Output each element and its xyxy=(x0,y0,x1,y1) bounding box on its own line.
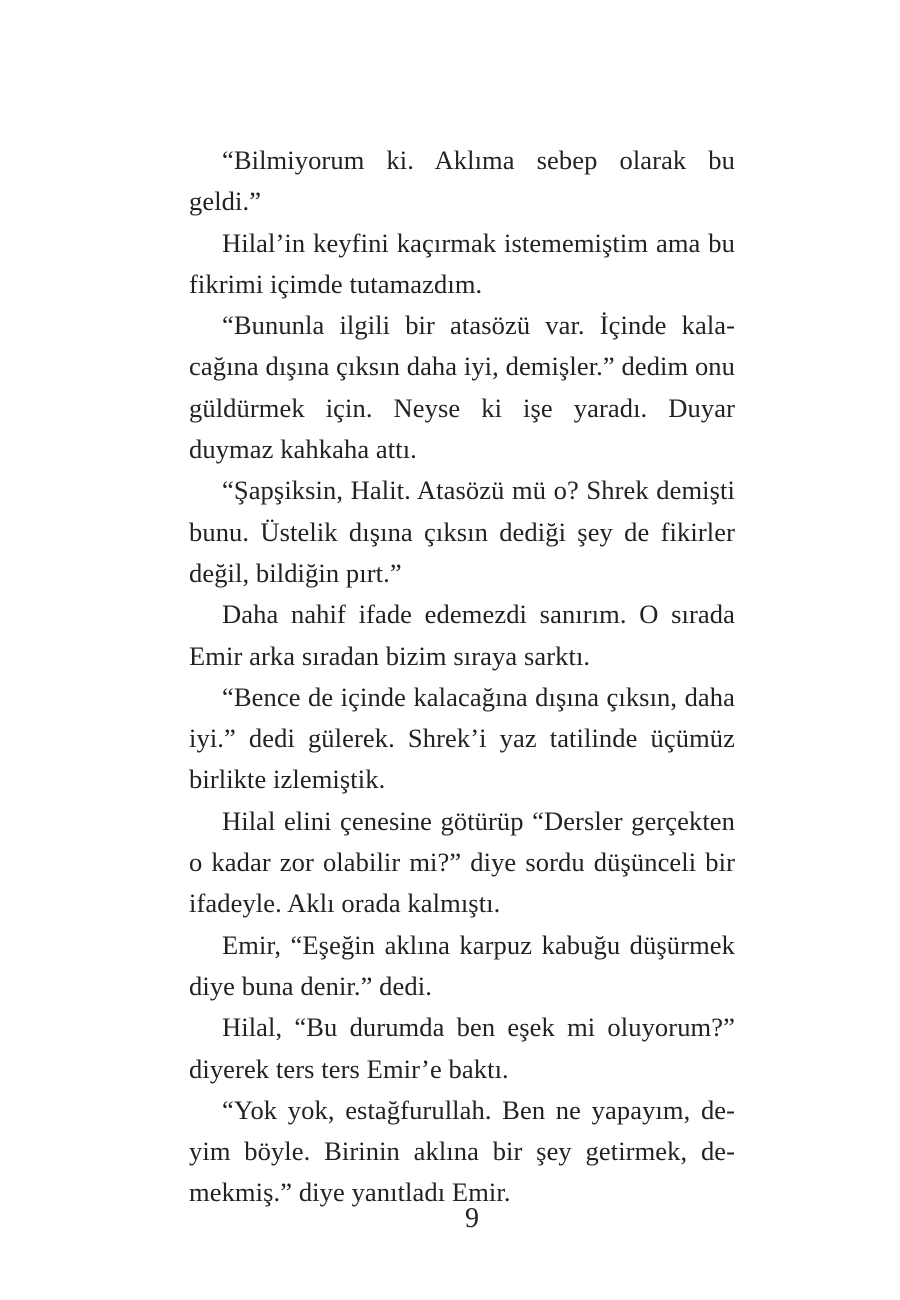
paragraph: “Yok yok, estağfurullah. Ben ne yapayım, deyim böyle. Birinin aklına bir şey getirmek, demekmiş.” diye yanıtladı Emir. xyxy=(189,1094,735,1208)
paragraph: Emir, “Eşeğin aklına karpuz kabuğu düşürmek diye buna denir.” dedi. xyxy=(189,929,735,1001)
paragraph: “Bununla ilgili bir atasözü var. İçinde kalacağına dışına çıksın daha iyi, demişler.” dedim onu güldürmek için. Neyse ki işe yaradı. Duyar duymaz kahkaha attı. xyxy=(189,310,736,465)
paragraph: “Bence de içinde kalacağına dışına çıksın, daha iyi.” dedi gülerek. Shrek’i yaz tatilinde üçümüz birlikte izlemiştik. xyxy=(189,681,735,795)
paragraph: “Şapşiksin, Halit. Atasözü mü o? Shrek demişti bunu. Üstelik dışına çıksın dediği şey de fikirler değil, bildiğin pırt.” xyxy=(189,475,735,588)
paragraph: Hilal’in keyfini kaçırmak istememiştim ama bu fikrimi içimde tutamazdım. xyxy=(189,227,735,299)
paragraph: Daha nahif ifade edemezdi sanırım. O sırada Emir arka sıradan bizim sıraya sarktı. xyxy=(189,599,735,671)
paragraph: Hilal, “Bu durumda ben eşek mi oluyorum?” diyerek ters ters Emir’e baktı. xyxy=(189,1012,735,1084)
paragraph: Hilal elini çenesine götürüp “Dersler gerçekten o kadar zor olabilir mi?” diye sordu düşünceli bir ifadeyle. Aklı orada kalmıştı. xyxy=(189,805,735,919)
paragraph: “Bilmiyorum ki. Aklıma sebep olarak bu geldi.” xyxy=(189,145,735,217)
body-text xyxy=(189,140,735,1214)
page-number: 9 xyxy=(465,1203,479,1234)
